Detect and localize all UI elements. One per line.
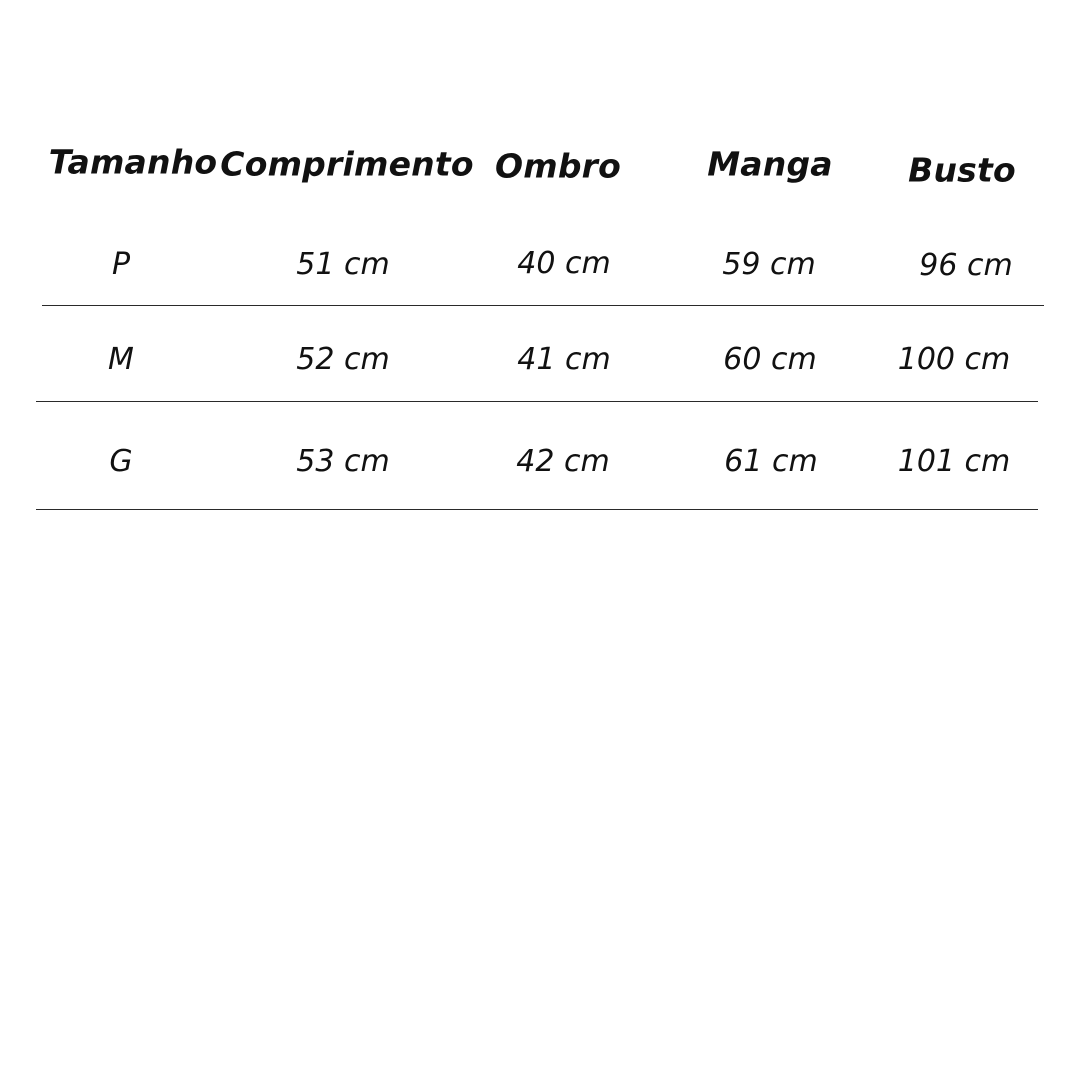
cell-size: P	[111, 247, 131, 282]
cell-ombro: 41 cm	[517, 342, 611, 377]
header-ombro: Ombro	[494, 146, 622, 186]
cell-size: M	[108, 342, 134, 377]
cell-size: G	[109, 444, 133, 479]
cell-busto: 96 cm	[919, 248, 1013, 283]
header-tamanho: Tamanho	[48, 142, 218, 182]
header-comprimento: Comprimento	[220, 144, 474, 184]
cell-busto: 101 cm	[897, 444, 1011, 479]
cell-manga: 61 cm	[724, 444, 818, 479]
header-busto: Busto	[908, 150, 1016, 190]
header-manga: Manga	[707, 144, 833, 184]
cell-manga: 60 cm	[723, 342, 817, 377]
row-divider	[42, 305, 1044, 306]
cell-manga: 59 cm	[722, 247, 816, 282]
row-divider	[36, 401, 1038, 402]
row-divider	[36, 509, 1038, 510]
cell-ombro: 40 cm	[517, 246, 611, 281]
cell-busto: 100 cm	[897, 342, 1011, 377]
cell-ombro: 42 cm	[516, 444, 610, 479]
cell-comprimento: 53 cm	[296, 444, 390, 479]
cell-comprimento: 51 cm	[296, 247, 390, 282]
cell-comprimento: 52 cm	[296, 342, 390, 377]
